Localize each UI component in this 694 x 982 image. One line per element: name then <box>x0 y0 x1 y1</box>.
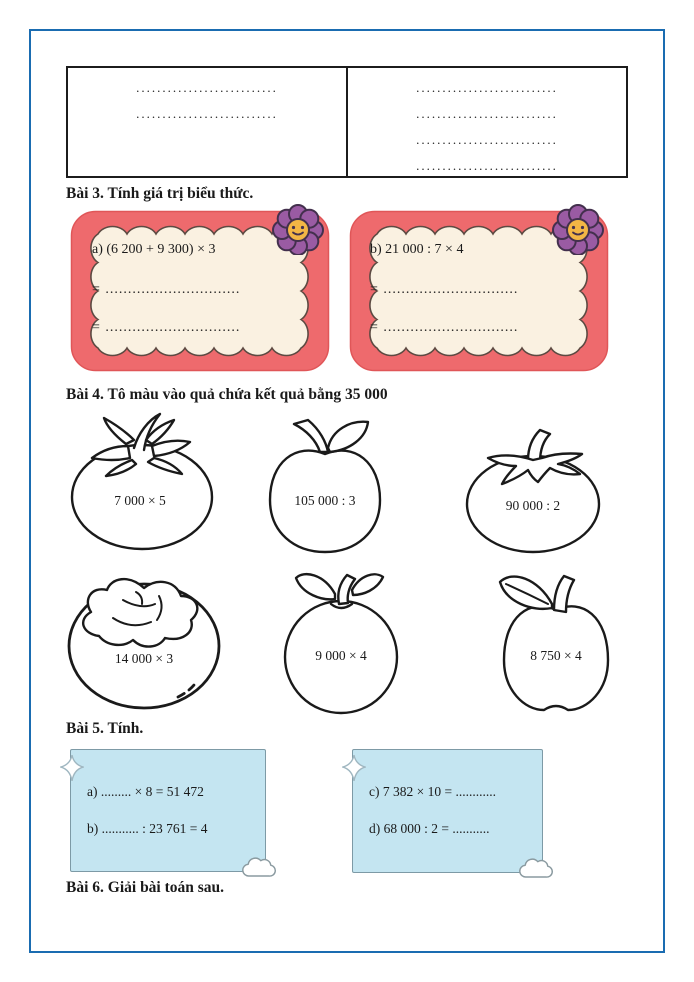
exercise-5-box-left <box>70 749 266 872</box>
fill-blank-problem: d) 68 000 : 2 = ........... <box>369 821 490 836</box>
apple-icon <box>492 570 620 715</box>
dotted-answer-line: ........................... <box>416 106 558 121</box>
expression-a: a) (6 200 + 9 300) × 3 <box>92 242 216 257</box>
exercise-3-card-a <box>70 210 330 372</box>
dotted-answer-line: ........................... <box>416 158 558 173</box>
exercise-5-heading: Bài 5. Tính. <box>66 720 144 737</box>
expression-b: b) 21 000 : 7 × 4 <box>370 242 464 257</box>
smiley-flower-icon <box>272 203 324 255</box>
fruit-expression: 14 000 × 3 <box>114 650 174 666</box>
fill-blank-problem: b) ........... : 23 761 = 4 <box>87 821 208 836</box>
sparkle-icon <box>60 754 84 782</box>
exercise-3-heading: Bài 3. Tính giá trị biểu thức. <box>66 185 254 202</box>
answer-blank-line: = .............................. <box>92 282 241 297</box>
fruit-orange <box>276 570 406 715</box>
exercise-4-heading: Bài 4. Tô màu vào quả chứa kết quả bằng 35 000 <box>66 386 388 403</box>
answer-blank-line: = .............................. <box>370 282 519 297</box>
dotted-answer-line: ........................... <box>136 106 278 121</box>
fruit-expression: 7 000 × 5 <box>114 492 166 508</box>
dotted-answer-line: ........................... <box>136 80 278 95</box>
orange-icon <box>276 570 406 715</box>
persimmon-icon <box>63 570 225 712</box>
sparkle-icon <box>342 754 366 782</box>
exercise-6-heading: Bài 6. Giải bài toán sau. <box>66 879 225 896</box>
answer-table-right-cell <box>348 68 626 176</box>
smiley-flower-icon <box>552 203 604 255</box>
fruit-expression: 90 000 : 2 <box>505 497 561 513</box>
answer-blank-line: = .............................. <box>92 320 241 335</box>
fruit-tomato-1 <box>64 412 216 554</box>
fruit-expression: 9 000 × 4 <box>315 648 367 664</box>
exercise-5-box-right <box>352 749 543 873</box>
fruit-expression: 105 000 : 3 <box>294 492 356 508</box>
dotted-answer-line: ........................... <box>416 132 558 147</box>
fill-blank-problem: c) 7 382 × 10 = ............ <box>369 784 496 799</box>
cloud-icon <box>518 855 554 881</box>
fruit-apple-1 <box>262 418 388 556</box>
tomato-icon <box>462 424 604 556</box>
tomato-icon <box>64 412 216 554</box>
fruit-persimmon <box>63 570 225 712</box>
fruit-tomato-2 <box>462 424 604 556</box>
answer-table-left-cell <box>68 68 348 176</box>
fruit-apple-2 <box>492 570 620 715</box>
answer-blank-line: = .............................. <box>370 320 519 335</box>
fill-blank-problem: a) ......... × 8 = 51 472 <box>87 784 204 799</box>
cloud-icon <box>241 854 277 880</box>
fruit-expression: 8 750 × 4 <box>530 648 582 664</box>
exercise-3-card-b <box>348 210 610 372</box>
apple-icon <box>262 418 388 556</box>
answer-table <box>66 66 628 178</box>
dotted-answer-line: ........................... <box>416 80 558 95</box>
